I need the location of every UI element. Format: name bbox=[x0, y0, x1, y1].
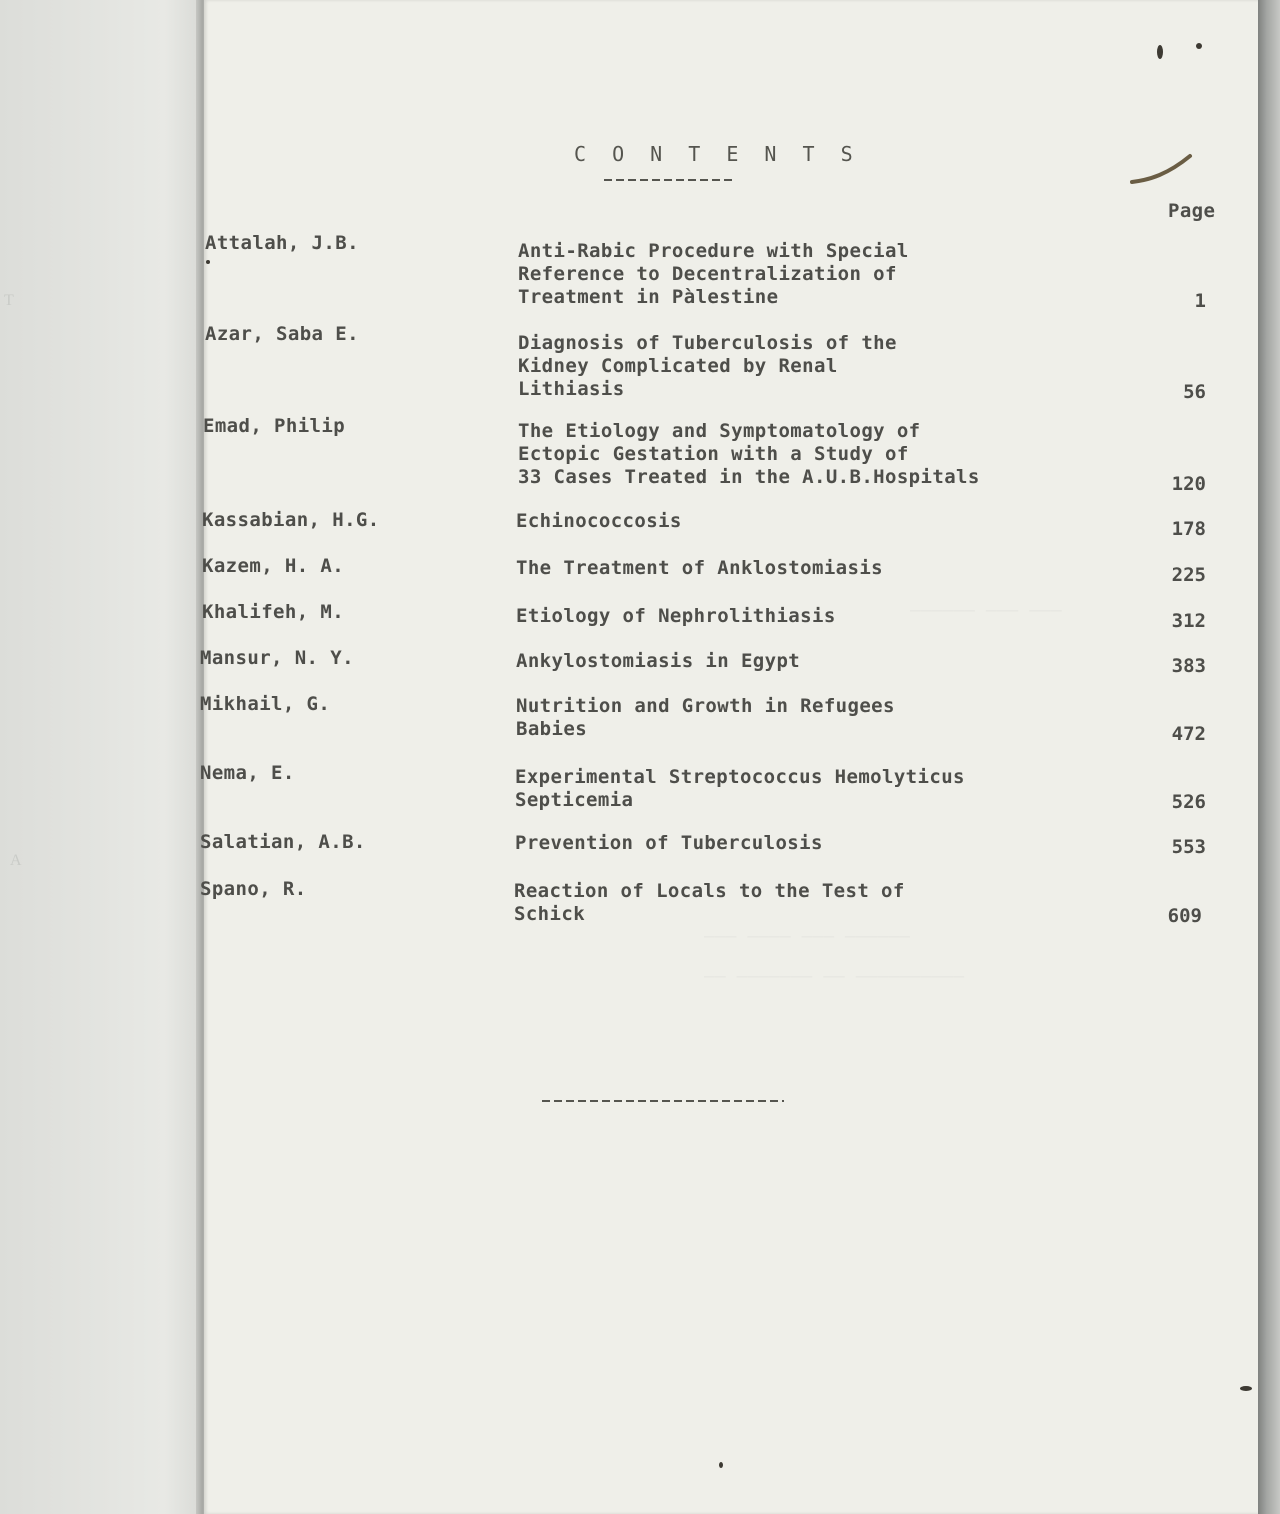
show-through: ——— ———— ——— —————— bbox=[704, 926, 910, 947]
entry-author: Attalah, J.B. bbox=[205, 232, 359, 254]
entry-author: Kazem, H. A. bbox=[202, 555, 345, 577]
entry-author: Mikhail, G. bbox=[200, 693, 331, 715]
ink-spot bbox=[1196, 43, 1202, 49]
entry-author: Emad, Philip bbox=[203, 415, 346, 437]
entry-title: Experimental Streptococcus Hemolyticus Septicemia bbox=[515, 766, 965, 811]
show-through: —— ——————— —— —————————— bbox=[704, 966, 965, 987]
entry-title: The Etiology and Symptomatology of Ectopic Gestation with a Study of 33 Cases Treated in the A.U.B.Hospitals bbox=[518, 420, 980, 488]
entry-author: Azar, Saba E. bbox=[205, 323, 359, 345]
entry-page: 312 bbox=[1171, 610, 1206, 632]
entry-author: Khalifeh, M. bbox=[202, 601, 345, 623]
entry-author: Mansur, N. Y. bbox=[200, 647, 354, 669]
entry-author: Spano, R. bbox=[200, 878, 307, 900]
ink-spot bbox=[719, 1462, 723, 1468]
entry-title: Echinococcosis bbox=[516, 510, 682, 532]
entry-title: Nutrition and Growth in Refugees Babies bbox=[516, 695, 895, 740]
entry-page: 526 bbox=[1171, 791, 1206, 813]
margin-mark: T bbox=[4, 292, 14, 309]
entry-author: Kassabian, H.G. bbox=[202, 509, 380, 531]
entry-title: Ankylostomiasis in Egypt bbox=[516, 650, 801, 672]
entry-author: Nema, E. bbox=[200, 762, 295, 784]
entry-page: 225 bbox=[1171, 564, 1206, 586]
page-title: C O N T E N T S bbox=[574, 142, 860, 166]
title-underline bbox=[604, 179, 736, 181]
margin-mark: A bbox=[10, 852, 22, 869]
entry-title: Reaction of Locals to the Test of Schick bbox=[514, 880, 905, 925]
ink-spot bbox=[206, 260, 210, 264]
end-rule bbox=[542, 1100, 784, 1102]
entry-title: Prevention of Tuberculosis bbox=[515, 832, 823, 854]
entry-page: 553 bbox=[1171, 836, 1206, 858]
ink-spot bbox=[1240, 1386, 1252, 1391]
entry-page: 472 bbox=[1171, 723, 1206, 745]
entry-page: 56 bbox=[1183, 381, 1206, 403]
entry-page: 383 bbox=[1171, 655, 1206, 677]
entry-page: 178 bbox=[1171, 518, 1206, 540]
entry-page: 609 bbox=[1167, 905, 1202, 927]
paper-scratch-mark bbox=[1128, 150, 1194, 190]
entry-title: Etiology of Nephrolithiasis bbox=[516, 605, 836, 627]
show-through: —————— ——— ——— bbox=[910, 600, 1062, 621]
entry-title: The Treatment of Anklostomiasis bbox=[516, 557, 884, 579]
left-page bbox=[0, 0, 206, 1514]
page-edge bbox=[1258, 0, 1280, 1514]
entry-title: Diagnosis of Tuberculosis of the Kidney Complicated by Renal Lithiasis bbox=[518, 332, 897, 400]
entry-page: 1 bbox=[1194, 290, 1206, 312]
entry-title: Anti-Rabic Procedure with Special Reference to Decentralization of Treatment in Pàlestine bbox=[518, 240, 909, 308]
entry-author: Salatian, A.B. bbox=[200, 831, 366, 853]
document-page bbox=[204, 0, 1260, 1514]
ink-spot bbox=[1157, 45, 1163, 59]
entry-page: 120 bbox=[1171, 473, 1206, 495]
page-column-header: Page bbox=[1168, 200, 1216, 222]
